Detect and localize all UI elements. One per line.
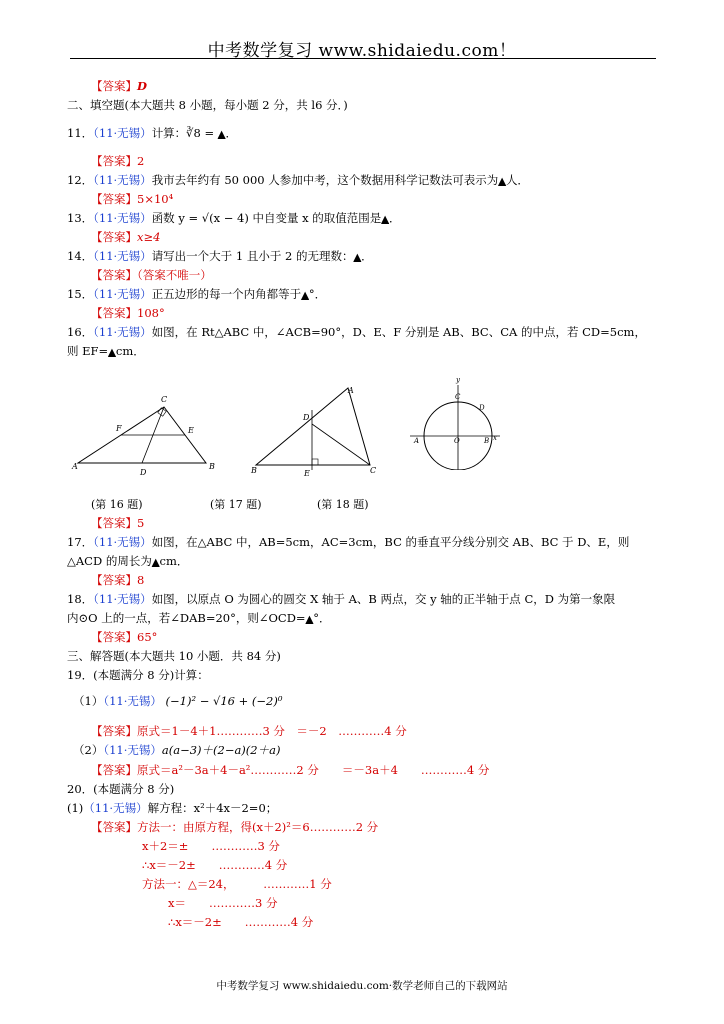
question-20-1: (1)（11·无锡）解方程：x²＋4x－2=0； [67,801,278,815]
figure-17 [248,378,388,483]
answer-blank: ▲ [381,214,389,225]
answer-blank: ▲ [305,614,314,625]
label-x: x [493,434,497,442]
answer-blank: ▲ [498,176,506,187]
question-17: 17．（11·无锡）如图，在△ABC 中，AB=5cm，AC=3cm，BC 的垂直平分线分别交 AB、BC 于 D、E，则 [67,535,630,549]
question-18: 18．（11·无锡）如图，以原点 O 为圆心的圆交 X 轴于 A、B 两点，交 y 轴的正半轴于点 C，D 为第一象限 [67,592,616,606]
triangle-abc [256,388,370,465]
label-a: A [414,437,420,445]
question-11: 11．（11·无锡）计算：∛8 = ▲． [67,126,237,140]
label-d: D [479,404,485,412]
question-16: 16．（11·无锡）如图，在 Rt△ABC 中，∠ACB=90°，D、E、F 分别是 AB、BC、CA 的中点，若 CD=5cm， [67,325,646,339]
question-17-cont: △ACD 的周长为▲cm． [67,554,189,568]
question-12: 12．（11·无锡）我市去年约有 50 000 人参加中考，这个数据用科学记数法可表示为▲人． [67,173,529,187]
caption-16: (第 16 题) [91,498,143,511]
label-c: C [161,395,168,404]
label-f: F [116,424,122,433]
answer-blank: ▲ [151,557,160,568]
answer-value: D [137,79,147,93]
label-a: A [72,462,78,471]
right-angle-mark [312,459,318,465]
header-rule [70,58,656,59]
caption-17: (第 17 题) [210,498,262,511]
solution-step-4: x＝ …………3 分 [168,896,278,910]
label-b: B [484,437,490,445]
answer-15: 【答案】108° [91,306,165,320]
section-2-heading: 二、填空题(本大题共 8 小题，每小题 2 分，共 l6 分．) [67,98,348,112]
answer-13: 【答案】x≥4 [91,230,161,244]
question-15: 15．（11·无锡）正五边形的每一个内角都等于▲°． [67,287,327,301]
question-18-cont: 内⊙O 上的一点，若∠DAB=20°，则∠OCD=▲°． [67,611,331,625]
figure-16 [68,385,228,485]
answer-14: 【答案】（答案不唯一） [91,268,212,282]
answer-20-1: 【答案】方法一：由原方程，得(x＋2)²＝6…………2 分 [91,820,379,834]
page-header-title: 中考数学复习 www.shidaiedu.com！ [207,41,517,61]
section-3-heading: 三、解答题(本大题共 10 小题．共 84 分) [67,649,281,663]
label-e: E [304,469,310,478]
solution-step-2: ∴x＝－2± …………4 分 [142,858,288,872]
answer-18: 【答案】65° [91,630,158,644]
answer-11: 【答案】2 [91,154,145,168]
answer-10 [91,78,147,94]
label-y: y [456,376,460,384]
label-b: B [209,462,215,471]
answer-17: 【答案】8 [91,573,145,587]
solution-step-1: x＋2＝± …………3 分 [142,839,280,853]
label-b: B [251,466,257,475]
segment-dc [312,424,370,465]
answer-blank: ▲ [108,347,116,358]
figure-18 [400,370,510,470]
question-19-heading: 19．(本题满分 8 分)计算： [67,668,209,682]
page-footer: 中考数学复习 www.shidaiedu.com·数学老师自己的下载网站 [216,980,508,992]
question-19-2: （2）（11·无锡）a(a−3)＋(2−a)(2＋a) [73,743,281,757]
label-a: A [348,386,354,395]
label-o: O [454,437,460,445]
label-c: C [370,466,377,475]
solution-step-5: ∴x＝－2± …………4 分 [168,915,314,929]
label-d: D [140,468,147,477]
answer-blank: ▲ [301,290,309,301]
answer-16: 【答案】5 [91,516,145,530]
label-c: C [455,393,461,401]
solution-step-3: 方法一：△＝24， …………1 分 [142,877,332,891]
answer-blank: ▲ [353,252,362,263]
question-14: 14．（11·无锡）请写出一个大于 1 且小于 2 的无理数：▲． [67,249,373,263]
question-16-cont: 则 EF=▲cm． [67,344,145,358]
answer-blank: ▲ [217,129,226,140]
label-d: D [303,413,310,422]
answer-12: 【答案】5×10⁴ [91,192,174,206]
question-20-heading: 20．(本题满分 8 分) [67,782,175,796]
question-13: 13．（11·无锡）函数 y = √(x − 4) 中自变量 x 的取值范围是▲． [67,211,401,225]
answer-19-1: 【答案】原式＝1－4＋1…………3 分 ＝－2 …………4 分 [91,724,407,738]
caption-18: (第 18 题) [317,498,369,511]
question-19-1: （1）（11·无锡） (−1)² − √16 + (−2)⁰ [73,694,283,708]
answer-label: 【答案】 [91,79,137,93]
answer-19-2: 【答案】原式＝a²－3a＋4－a²…………2 分 ＝－3a＋4 …………4 分 [91,763,490,777]
label-e: E [188,426,194,435]
